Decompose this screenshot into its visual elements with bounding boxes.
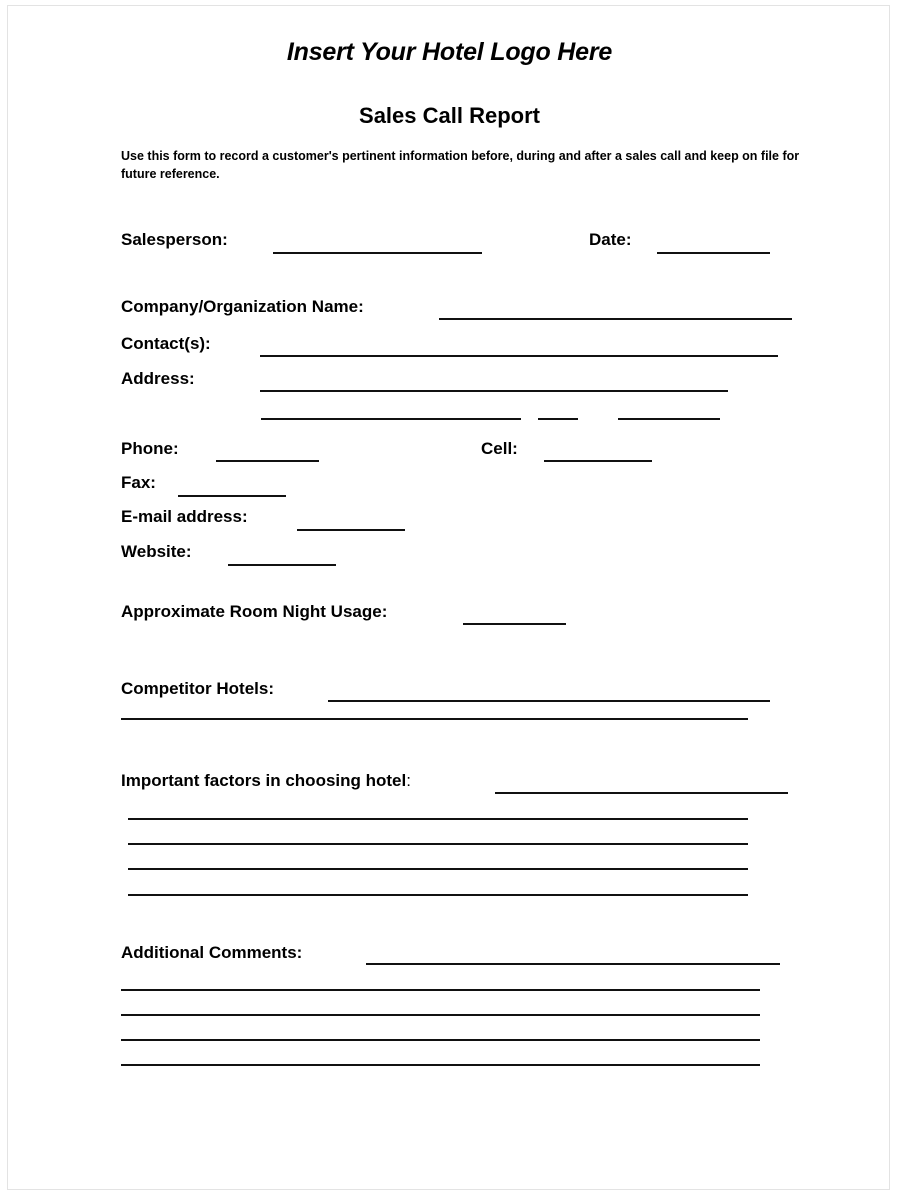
fax-label: Fax: — [121, 473, 156, 492]
email-label: E-mail address: — [121, 507, 248, 526]
additional-comments-line2-input[interactable] — [121, 989, 760, 991]
competitor-hotels-label: Competitor Hotels: — [121, 679, 274, 698]
important-factors-line3-input[interactable] — [128, 843, 748, 845]
address-line2-street-input[interactable] — [261, 418, 521, 420]
phone-label: Phone: — [121, 439, 179, 458]
additional-comments-label: Additional Comments: — [121, 943, 303, 962]
address-line2-state-input[interactable] — [538, 418, 578, 420]
salesperson-label: Salesperson: — [121, 230, 228, 249]
additional-comments-line3-input[interactable] — [121, 1014, 760, 1016]
room-night-usage-label: Approximate Room Night Usage: — [121, 602, 388, 621]
page-title: Sales Call Report — [359, 103, 540, 128]
important-factors-line2-input[interactable] — [128, 818, 748, 820]
contacts-label: Contact(s): — [121, 334, 211, 353]
document-page — [7, 5, 890, 1190]
additional-comments-line5-input[interactable] — [121, 1064, 760, 1066]
cell-input[interactable] — [544, 460, 652, 462]
contacts-input[interactable] — [260, 355, 778, 357]
important-factors-line1-input[interactable] — [495, 792, 788, 794]
hotel-logo-placeholder: Insert Your Hotel Logo Here — [286, 38, 613, 66]
important-factors-line5-input[interactable] — [128, 894, 748, 896]
salesperson-input[interactable] — [273, 252, 482, 254]
date-label: Date: — [589, 230, 632, 249]
additional-comments-line4-input[interactable] — [121, 1039, 760, 1041]
company-input[interactable] — [439, 318, 792, 320]
date-input[interactable] — [657, 252, 770, 254]
important-factors-label-colon: : — [406, 771, 411, 790]
important-factors-label — [121, 772, 411, 789]
important-factors-label-text: Important factors in choosing hotel — [121, 771, 407, 790]
address-label: Address: — [121, 369, 195, 388]
competitor-hotels-line2-input[interactable] — [121, 718, 748, 720]
room-night-usage-input[interactable] — [463, 623, 566, 625]
fax-input[interactable] — [178, 495, 286, 497]
company-label: Company/Organization Name: — [121, 297, 364, 316]
additional-comments-line1-input[interactable] — [366, 963, 780, 965]
cell-label: Cell: — [481, 439, 518, 458]
website-input[interactable] — [228, 564, 336, 566]
phone-input[interactable] — [216, 460, 319, 462]
email-input[interactable] — [297, 529, 405, 531]
important-factors-line4-input[interactable] — [128, 868, 748, 870]
competitor-hotels-line1-input[interactable] — [328, 700, 770, 702]
address-line1-input[interactable] — [260, 390, 728, 392]
address-line2-zip-input[interactable] — [618, 418, 720, 420]
form-body — [8, 6, 891, 1191]
instructions-text: Use this form to record a customer's pertinent information before, during and after a sales call and keep on file for future reference. — [121, 149, 800, 181]
website-label: Website: — [121, 542, 192, 561]
